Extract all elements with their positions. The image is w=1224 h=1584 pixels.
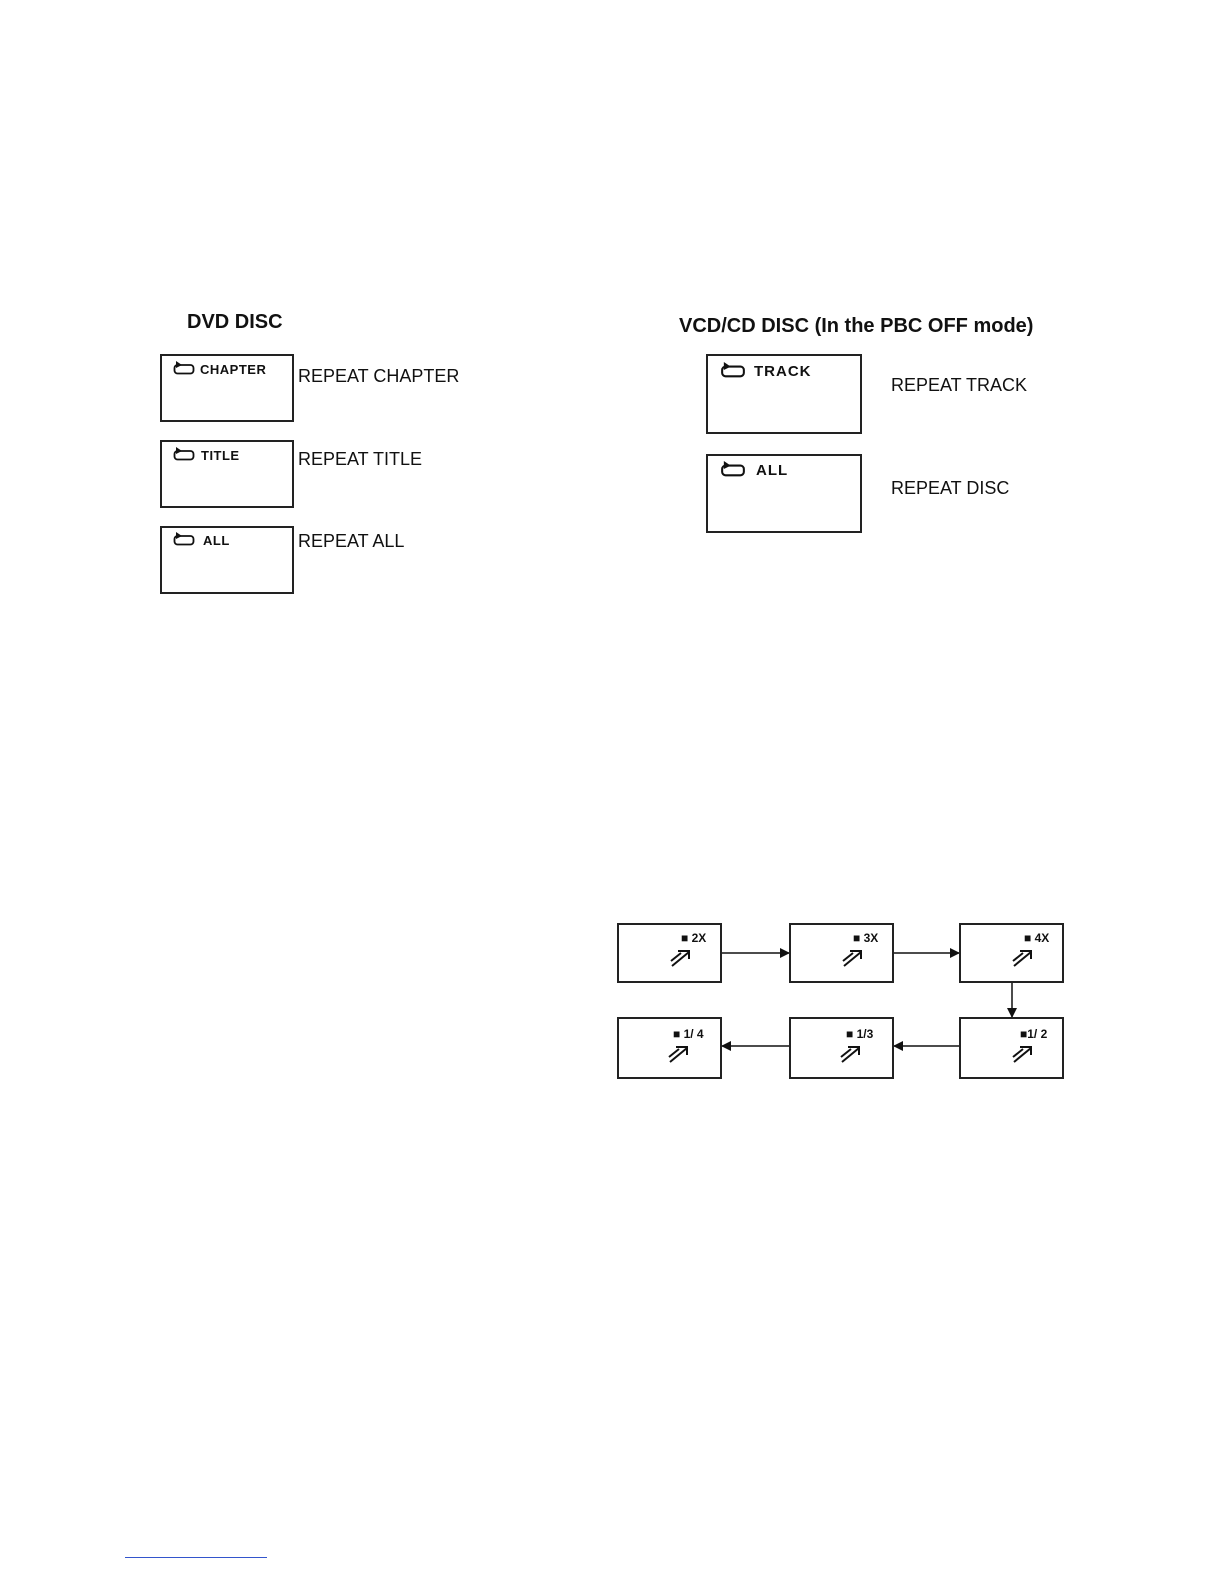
speed-label: ■ 4X [1024,931,1050,945]
speed-value: 3X [863,931,879,945]
speed-label: ■ 1/ 4 [673,1027,704,1041]
speed-label: ■1/ 2 [1020,1027,1048,1041]
desc-repeat-title: REPEAT TITLE [298,449,423,469]
desc-repeat-all: REPEAT ALL [298,531,405,551]
speed-value: 1/ 2 [1027,1027,1048,1041]
vcd-heading: VCD/CD DISC (In the PBC OFF mode) [679,315,1034,337]
speed-label: ■ 2X [681,931,707,945]
osd-label: TITLE [201,448,240,463]
speed-value: 1/3 [856,1027,874,1041]
desc-repeat-chapter: REPEAT CHAPTER [298,366,460,386]
speed-label: ■ 3X [853,931,879,945]
slow-forward-icon [1011,1043,1037,1065]
speed-box-3x [789,923,894,983]
speed-box-quarter [617,1017,722,1079]
slow-forward-icon [841,947,867,969]
speed-box-third [789,1017,894,1079]
speed-label: ■ 1/3 [846,1027,874,1041]
speed-value: 1/ 4 [683,1027,704,1041]
osd-label: CHAPTER [200,362,267,377]
slow-forward-icon [667,1043,693,1065]
osd-label: ALL [756,462,789,479]
speed-box-half [959,1017,1064,1079]
speed-value: 2X [691,931,707,945]
desc-repeat-track: REPEAT TRACK [891,375,1028,395]
speed-box-4x [959,923,1064,983]
footer-rule [125,1557,267,1558]
speed-box-2x [617,923,722,983]
osd-label: ALL [203,533,230,548]
desc-repeat-disc: REPEAT DISC [891,478,1010,498]
slow-forward-icon [669,947,695,969]
slow-forward-icon [839,1043,865,1065]
osd-label: TRACK [754,363,812,380]
dvd-heading: DVD DISC [187,311,283,333]
speed-value: 4X [1034,931,1050,945]
slow-forward-icon [1011,947,1037,969]
